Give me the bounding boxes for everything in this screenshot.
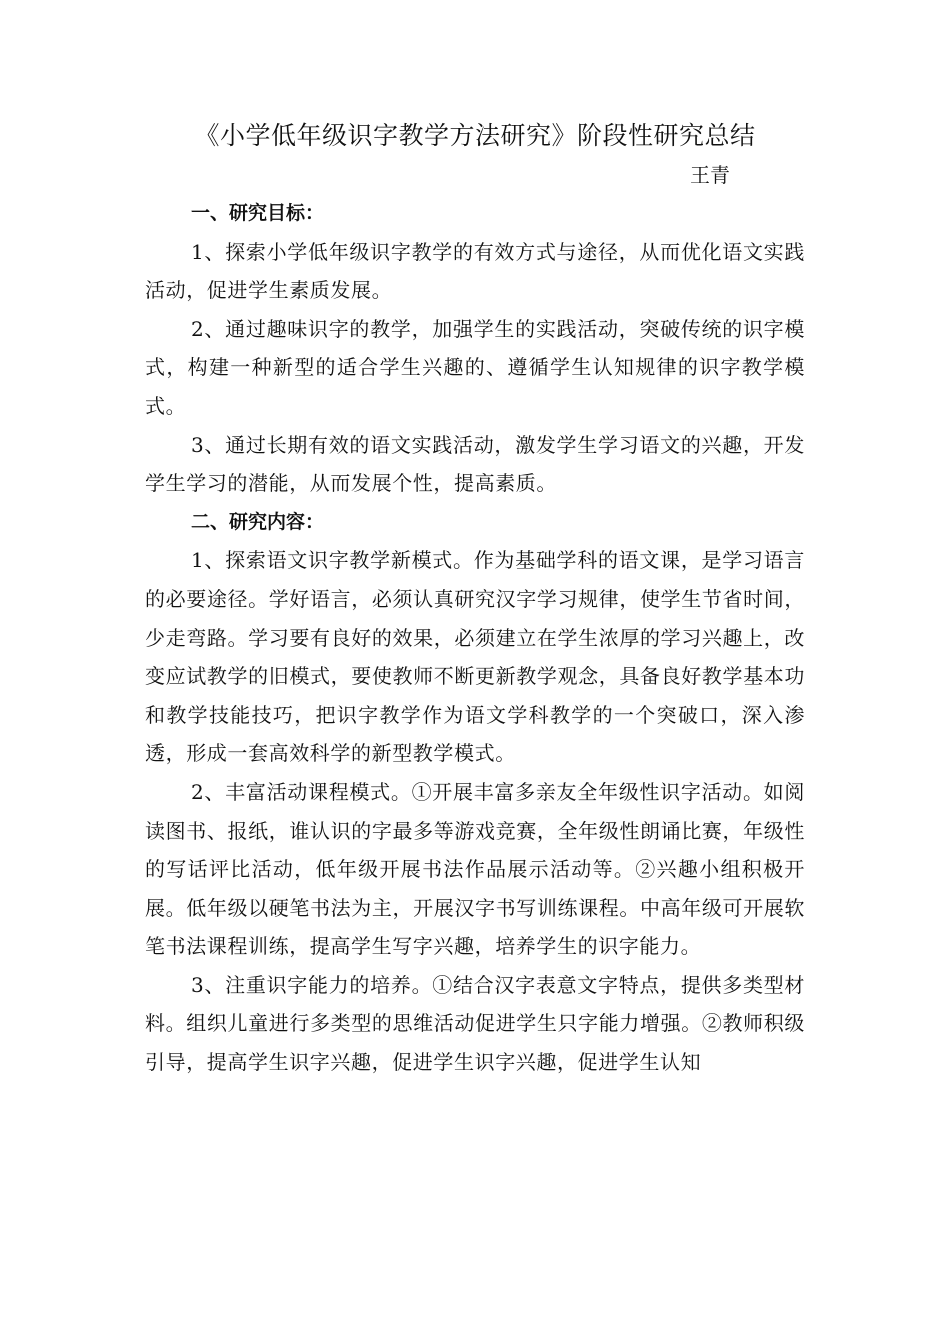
paragraph: 2、通过趣味识字的教学，加强学生的实践活动，突破传统的识字模式，构建一种新型的适合学生兴趣的、遵循学生认知规律的识字教学模式。 (145, 316, 805, 418)
section-heading-content: 二、研究内容： (191, 510, 325, 533)
document-title: 《小学低年级识字教学方法研究》阶段性研究总结 (194, 121, 756, 150)
paragraph: 1、探索小学低年级识字教学的有效方式与途径，从而优化语文实践活动，促进学生素质发展。 (145, 239, 805, 303)
paragraph: 1、探索语文识字教学新模式。作为基础学科的语文课，是学习语言的必要途径。学好语言，必须认真研究汉字学习规律，使学生节省时间，少走弯路。学习要有良好的效果，必须建立在学生浓厚的学习兴趣上，改变应试教学的旧模式，要使教师不断更新教学观念，具备良好教学基本功和教学技能技巧，把识字教学作为语文学科教学的一个突破口，深入渗透，形成一套高效科学的新型教学模式。 (145, 548, 805, 766)
paragraph: 3、注重识字能力的培养。①结合汉字表意文字特点，提供多类型材料。组织儿童进行多类型的思维活动促进学生只字能力增强。②教师积级引导，提高学生识字兴趣，促进学生识字兴趣，促进学生认知 (145, 972, 805, 1075)
paragraph: 2、丰富活动课程模式。①开展丰富多亲友全年级性识字活动。如阅读图书、报纸，谁认识的字最多等游戏竞赛，全年级性朗诵比赛，年级性的写话评比活动，低年级开展书法作品展示活动等。②兴趣小组积极开展。低年级以硬笔书法为主，开展汉字书写训练课程。中高年级可开展软笔书法课程训练，提高学生写字兴趣，培养学生的识字能力。 (145, 779, 805, 959)
document-author: 王青 (690, 163, 730, 187)
paragraph: 3、通过长期有效的语文实践活动，激发学生学习语文的兴趣，开发学生学习的潜能，从而发展个性，提高素质。 (145, 432, 805, 496)
section-heading-goals: 一、研究目标： (191, 202, 325, 224)
document-body (145, 194, 805, 1082)
